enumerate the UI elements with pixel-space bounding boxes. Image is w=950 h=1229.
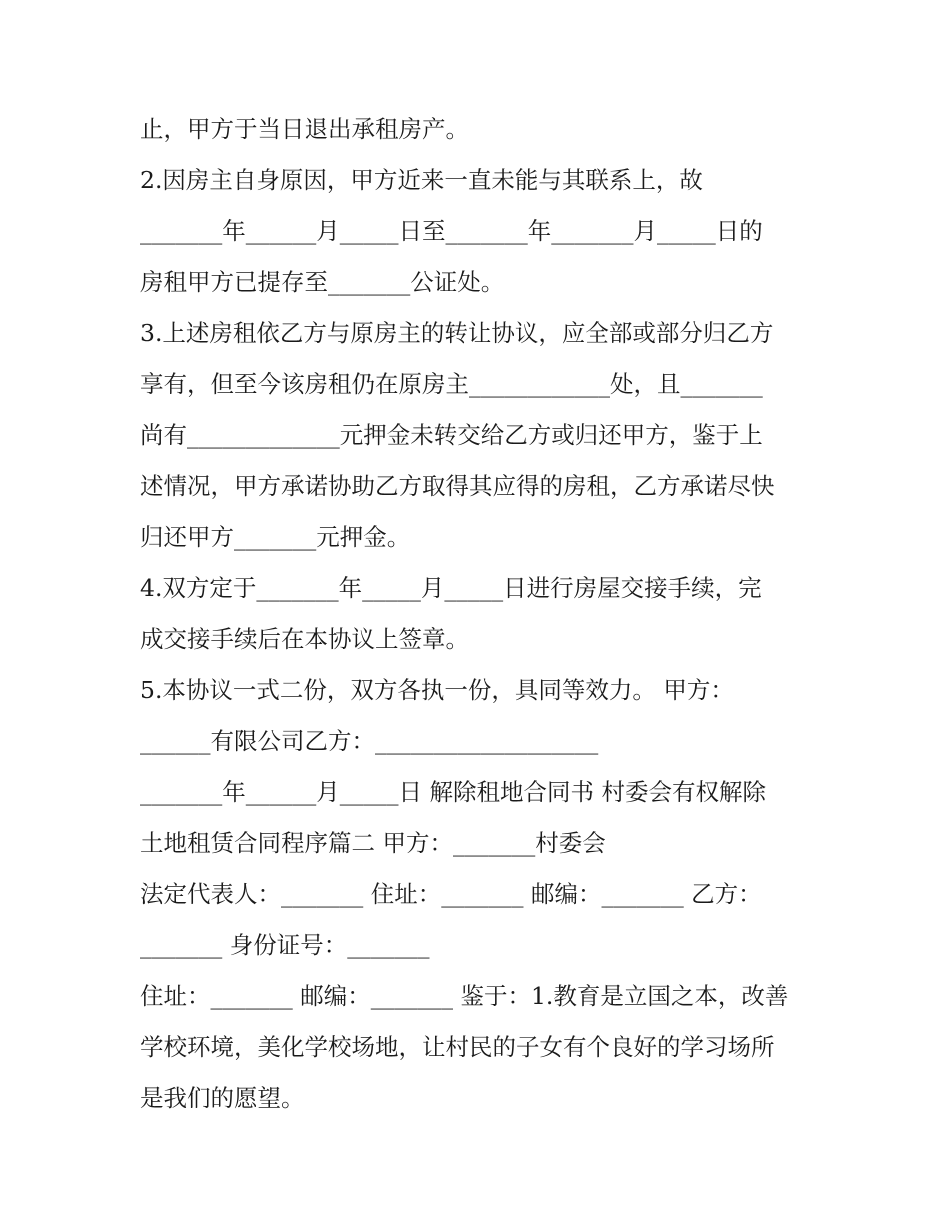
text-line: _______年______月_____日至_______年_______月_____日的 <box>140 217 763 245</box>
text-line: ______有限公司乙方：___________________ <box>140 727 599 755</box>
text-line: 止，甲方于当日退出承租房产。 <box>140 115 469 143</box>
text-line: 法定代表人：_______ 住址：_______ 邮编：_______ 乙方： <box>140 880 762 908</box>
text-line: 4.双方定于_______年_____月_____日进行房屋交接手续，完 <box>140 574 762 602</box>
text-line: 归还甲方_______元押金。 <box>140 523 411 551</box>
text-line: 住址：_______ 邮编：_______ 鉴于：1.教育是立国之本，改善 <box>140 982 789 1010</box>
text-line: _______年______月_____日 解除租地合同书 村委会有权解除 <box>140 778 766 806</box>
text-line: 学校环境，美化学校场地，让村民的子女有个良好的学习场所 <box>140 1033 775 1061</box>
text-line: 享有，但至今该房租仍在原房主____________处，且_______ <box>140 370 763 398</box>
text-line: 土地租赁合同程序篇二 甲方：_______村委会 <box>140 829 606 857</box>
text-line: 成交接手续后在本协议上签章。 <box>140 625 469 653</box>
text-line: _______ 身份证号：_______ <box>140 931 430 959</box>
text-line: 3.上述房租依乙方与原房主的转让协议，应全部或部分归乙方 <box>140 319 774 347</box>
text-line: 尚有_____________元押金未转交给乙方或归还甲方，鉴于上 <box>140 421 763 449</box>
text-line: 是我们的愿望。 <box>140 1084 305 1112</box>
text-line: 房租甲方已提存至_______公证处。 <box>140 268 505 296</box>
text-line: 2.因房主自身原因，甲方近来一直未能与其联系上，故 <box>140 166 703 194</box>
document-body <box>140 104 820 1124</box>
text-line: 述情况，甲方承诺协助乙方取得其应得的房租，乙方承诺尽快 <box>140 472 775 500</box>
text-line: 5.本协议一式二份，双方各执一份，具同等效力。 甲方： <box>140 676 734 704</box>
